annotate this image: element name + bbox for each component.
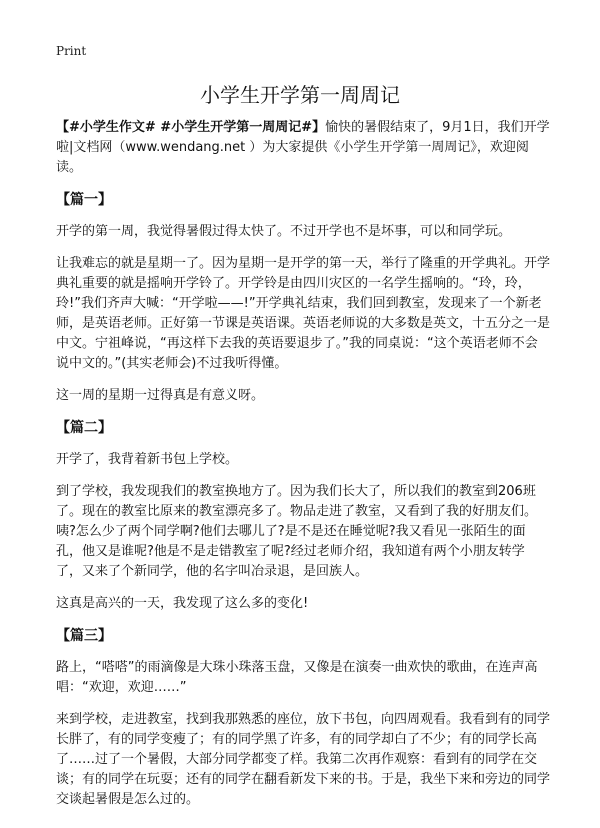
paragraph: 这一周的星期一过得真是有意义呀。 [56, 388, 265, 403]
section-heading: 【篇三】 [56, 628, 112, 644]
intro-tags: 【#小学生作文# #小学生开学第一周周记#】 [56, 120, 326, 135]
page-title: 小学生开学第一周周记 [200, 83, 400, 107]
paragraph: 来到学校，走进教室，找到我那熟悉的座位，放下书包，向四周观看。我看到有的同学长胖了，有的同学变瘦了；有的同学黑了许多，有的同学却白了不少；有的同学长高了……过了一个暑假，大部分同学都变了样。我第二次再作观察：看到有的同学在交谈；有的同学在玩耍；还有的同学在翻看新发下来的书。于是，我坐下来和旁边的同学交谈起暑假是怎么过的。 [56, 712, 551, 807]
article-body [56, 118, 550, 822]
paragraph: 开学了，我背着新书包上学校。 [56, 452, 239, 467]
section-heading: 【篇二】 [56, 420, 112, 436]
section-heading: 【篇一】 [56, 192, 112, 208]
print-label[interactable]: Print [56, 44, 87, 58]
intro-text: 愉快的暑假结束了，9月1日，我们开学啦|文档网（www.wendang.net ）为大家提供《小学生开学第一周周记》，欢迎阅读。 [56, 120, 550, 175]
paragraph: 路上，“嗒嗒”的雨滴像是大珠小珠落玉盘，又像是在演奏一曲欢快的歌曲，在连声高唱：“欢迎，欢迎……” [56, 660, 538, 695]
section-2 [56, 418, 550, 614]
paragraph: 让我难忘的就是星期一了。因为星期一是开学的第一天，举行了隆重的开学典礼。开学典礼重要的就是摇响开学铃了。开学铃是由四川灾区的一名学生摇响的。“玲，玲，玲!”我们齐声大喊：“开学啦——!”开学典礼结束，我们回到教室，发现来了一个新老师，是英语老师。正好第一节课是英语课。英语老师说的大多数是英文，十五分之一是中文。宁祖峰说，“再这样下去我的英语要退步了。”我的同桌说：“这个英语老师不会说中文的。”(其实老师会)不过我听得懂。 [56, 256, 551, 371]
intro-paragraph [56, 118, 550, 178]
paragraph: 开学的第一周，我觉得暑假过得太快了。不过开学也不是坏事，可以和同学玩。 [56, 224, 512, 239]
section-3 [56, 626, 550, 810]
paragraph: 到了学校，我发现我们的教室换地方了。因为我们长大了，所以我们的教室到206班了。现在的教室比原来的教室漂亮多了。物品走进了教室，又看到了我的好朋友们。咦?怎么少了两个同学啊?他们去哪儿了?是不是还在睡觉呢?我又看见一张陌生的面孔，他又是谁呢?他是不是走错教室了呢?经过老师介绍，我知道有两个小朋友转学了，又来了个新同学，他的名字叫冶录退，是回族人。 [56, 484, 538, 579]
section-1 [56, 190, 550, 406]
paragraph: 这真是高兴的一天，我发现了这么多的变化! [56, 596, 309, 611]
